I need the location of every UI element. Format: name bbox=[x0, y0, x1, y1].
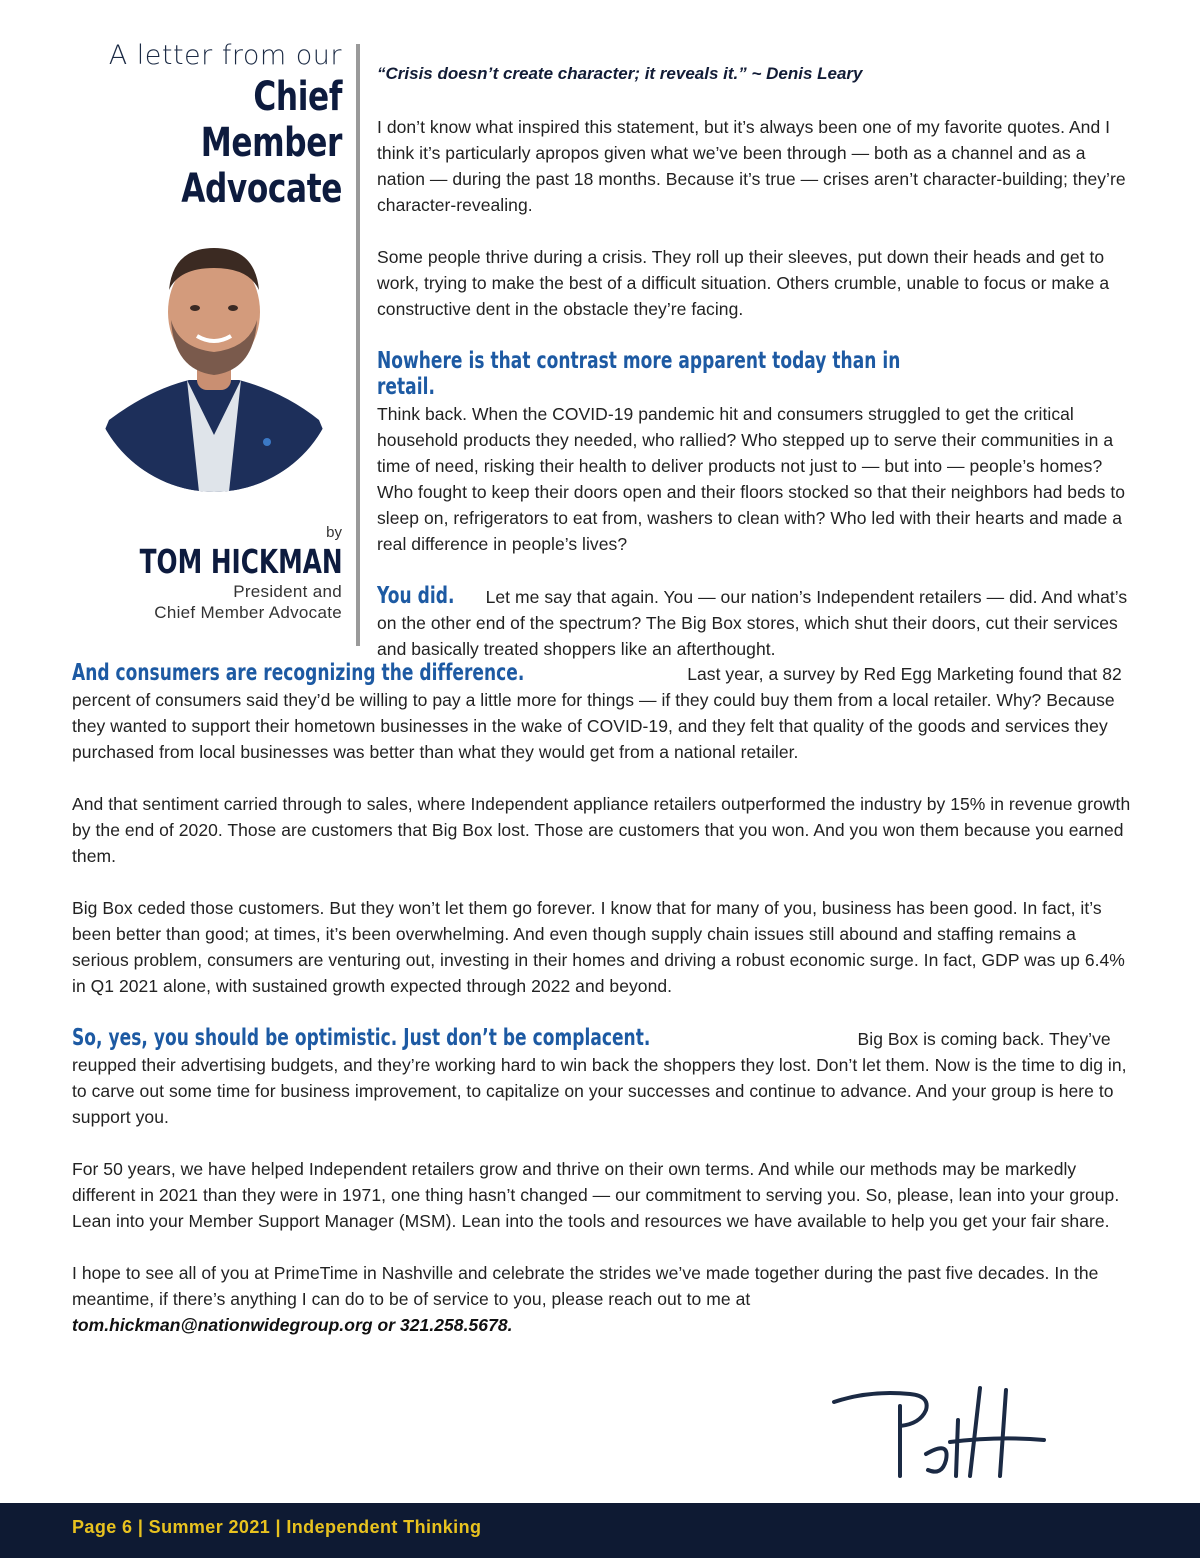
page-footer bbox=[0, 1503, 1200, 1558]
letter-header bbox=[60, 38, 342, 212]
paragraph-text: Think back. When the COVID-19 pandemic hit and consumers struggled to get the critical household products they needed, who rallied? Who stepped up to serve their communities in a time of need, risking their health to deliver products not just to — but into — people’s homes? Who fought to keep their doors open and their floors stocked so that their neighbors had beds to sleep on, refrigerators to eat from, washers to clean with? Who led with their hearts and made a real difference in people’s lives? bbox=[377, 404, 1126, 554]
paragraph bbox=[72, 895, 1132, 999]
paragraph-text: Last year, a survey by Red Egg Marketing found that 82 percent of consumers said they’d be willing to pay a little more for things — if they could buy them from a local retailer. Why? Because they wanted to support their hometown businesses in the wake of COVID-19, and they felt that quality of the goods and services they purchased from local businesses was better than what they would get from a national retailer. bbox=[72, 664, 1122, 762]
paragraph bbox=[72, 791, 1132, 869]
signature-image bbox=[830, 1380, 1060, 1485]
author-role-line-1: President and bbox=[233, 582, 342, 601]
lead-in-heading: You did. bbox=[377, 583, 455, 609]
byline bbox=[60, 524, 342, 623]
letter-intro-column bbox=[377, 64, 1137, 688]
paragraph bbox=[72, 1260, 1132, 1338]
paragraph-text: I hope to see all of you at PrimeTime in Nashville and celebrate the strides we’ve made together during the past five decades. In the meantime, if there’s anything I can do to be of service to you, please reach out to me at bbox=[72, 1263, 1099, 1309]
intro-line: A letter from our bbox=[108, 40, 342, 71]
paragraph-text: And that sentiment carried through to sales, where Independent appliance retailers outperformed the industry by 15% in revenue growth by the end of 2020. Those are customers that Big Box lost. Those are customers that you won. And you won them because you earned them. bbox=[72, 794, 1131, 866]
paragraph-text: Big Box is coming back. They’ve reupped their advertising budgets, and they’re working hard to win back the shoppers they lost. Don’t let them. Now is the time to dig in, to carve out some time for business improvement, to capitalize on your successes and continue to advance. And your group is here to support you. bbox=[72, 1029, 1127, 1127]
paragraph bbox=[377, 244, 1137, 322]
opening-quote: “Crisis doesn’t create character; it reveals it.” ~ Denis Leary bbox=[377, 64, 863, 83]
title-line-1: Chief Member bbox=[200, 74, 342, 166]
paragraph-text: Big Box ceded those customers. But they won’t let them go forever. I know that for many of you, business has been good. In fact, it’s been better than good; at times, it’s been overwhelming. And even though supply chain issues still abound and staffing remains a serious problem, consumers are venturing out, investing in their homes and driving a robust economic surge. In fact, GDP was up 6.4% in Q1 2021 alone, with sustained growth expected through 2022 and beyond. bbox=[72, 898, 1125, 996]
paragraph bbox=[72, 1156, 1132, 1234]
author-role-line-2: Chief Member Advocate bbox=[154, 603, 342, 622]
paragraph bbox=[377, 583, 1137, 662]
vertical-divider bbox=[356, 44, 360, 646]
footer-text: Page 6 | Summer 2021 | Independent Thinking bbox=[72, 1517, 482, 1537]
paragraph-text: I don’t know what inspired this statement, but it’s always been one of my favorite quotes. And I think it’s particularly apropos given what we’ve been through — both as a channel and as a nation — during the past 18 months. Because it’s true — crises aren’t character-building; they’re character-revealing. bbox=[377, 117, 1126, 215]
paragraph-text: Let me say that again. You — our nation’s Independent retailers — did. And what’s on the other end of the spectrum? The Big Box stores, which shut their doors, cut their services and basically treated shoppers like an afterthought. bbox=[377, 587, 1128, 659]
lead-in-heading: So, yes, you should be optimistic. Just don’t be complacent. bbox=[72, 1025, 651, 1051]
title-line-2: Advocate bbox=[181, 166, 342, 212]
letter-body-column bbox=[72, 660, 1132, 1364]
author-name: TOM HICKMAN bbox=[140, 542, 343, 581]
paragraph-text: For 50 years, we have helped Independent retailers grow and thrive on their own terms. And while our methods may be markedly different in 2021 than they were in 1971, one thing hasn’t changed — our commitment to serving you. So, please, lean into your group. Lean into your Member Support Manager (MSM). Lean into the tools and resources we have available to help you get your fair share. bbox=[72, 1159, 1120, 1231]
paragraph bbox=[72, 660, 1132, 765]
by-label: by bbox=[326, 524, 342, 541]
paragraph-text: Some people thrive during a crisis. They roll up their sleeves, put down their heads and get to work, trying to make the best of a difficult situation. Others crumble, unable to focus or make a constructive dent in the obstacle they’re facing. bbox=[377, 247, 1110, 319]
lead-in-heading: And consumers are recognizing the difference. bbox=[72, 660, 525, 686]
portrait-image bbox=[89, 220, 339, 492]
lead-in-heading: Nowhere is that contrast more apparent today than in retail. bbox=[377, 348, 901, 400]
paragraph bbox=[377, 348, 1137, 557]
paragraph bbox=[72, 1025, 1132, 1130]
contact-info: tom.hickman@nationwidegroup.org or 321.258.5678. bbox=[72, 1315, 513, 1335]
author-portrait bbox=[89, 220, 339, 492]
paragraph bbox=[377, 114, 1137, 218]
